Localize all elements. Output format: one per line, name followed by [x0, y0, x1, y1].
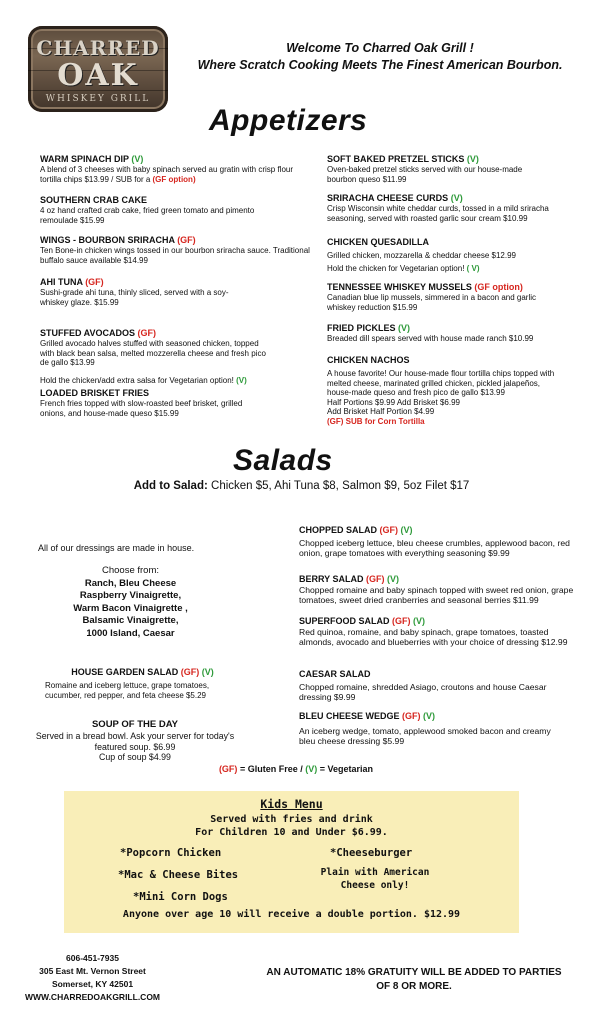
gluten-free-tag: (GF option) [474, 282, 523, 292]
gluten-free-tag: (GF) [177, 235, 196, 245]
dressing-list [38, 565, 223, 640]
kids-item: *Mac & Cheese Bites [118, 869, 239, 881]
kids-subtitle [64, 813, 519, 839]
kids-sub1: Served with fries and drink [210, 814, 373, 825]
item-name: BERRY SALAD [299, 574, 364, 584]
logo [28, 26, 168, 112]
add-to-salad [0, 480, 603, 492]
item-desc: An iceberg wedge, tomato, applewood smoked bacon and creamy bleu cheese dressing $5.99 [299, 726, 551, 747]
item-name: FRIED PICKLES [327, 323, 396, 333]
item-desc: French fries topped with slow-roasted beef brisket, grilled onions, and house-made queso $15.99 [40, 399, 243, 418]
vegetarian-tag: (V) [466, 154, 479, 164]
item-extra: (GF) SUB for Corn Tortilla [327, 416, 425, 426]
gratuity-line1: AN AUTOMATIC 18% GRATUITY WILL BE ADDED TO PARTIES [266, 967, 562, 978]
item-name: WINGS - BOURBON SRIRACHA [40, 235, 175, 245]
item-name: TENNESSEE WHISKEY MUSSELS [327, 282, 472, 292]
add-label: Add to Salad: [133, 480, 208, 492]
menu-item [299, 524, 589, 558]
item-desc: Sushi-grade ahi tuna, thinly sliced, served with a soy-whiskey glaze. $15.99 [40, 288, 229, 307]
menu-item [40, 195, 260, 225]
item-name: STUFFED AVOCADOS [40, 328, 136, 338]
menu-item [327, 323, 557, 344]
vegetarian-tag: (V) [398, 323, 411, 333]
contact-info [20, 952, 165, 1004]
item-desc: A blend of 3 cheeses with baby spinach served au gratin with crisp flour tortilla chips $13.99 / SUB for a [40, 165, 294, 184]
dressing-item: Warm Bacon Vinaigrette , [73, 602, 188, 614]
item-desc: Grilled avocado halves stuffed with seasoned chicken, topped with black bean salsa, melted mozzerella cheese and fresh pico de gallo $13.99 [40, 339, 266, 367]
menu-item [327, 282, 557, 312]
appetizers-title: Appetizers [209, 104, 368, 137]
item-name: SOUTHERN CRAB CAKE [40, 195, 148, 205]
menu-item [299, 710, 559, 746]
add-items: Chicken $5, Ahi Tuna $8, Salmon $9, 5oz Filet $17 [211, 480, 470, 492]
choose-title: Choose from: [101, 565, 160, 576]
legend-gf-text: = Gluten Free / [239, 764, 303, 774]
address2: Somerset, KY 42501 [51, 979, 134, 989]
address1: 305 East Mt. Vernon Street [39, 966, 146, 976]
item-name: AHI TUNA [40, 277, 83, 287]
item-name: CHICKEN QUESADILLA [327, 237, 430, 247]
item-desc: Canadian blue lip mussels, simmered in a bacon and garlic whiskey reduction $15.99 [327, 293, 536, 312]
item-name: LOADED BRISKET FRIES [40, 388, 150, 398]
welcome-line1: Welcome To Charred Oak Grill ! [286, 41, 474, 55]
item-extra: Half Portions $9.99 Add Brisket $6.99 [327, 397, 460, 407]
item-note: Hold the chicken/add extra salsa for Vegetarian option! [40, 375, 234, 385]
menu-item [299, 668, 559, 702]
menu-item [40, 328, 270, 385]
vegetarian-tag: (V) [400, 525, 413, 535]
kids-title [64, 797, 519, 811]
dressing-item: Raspberry Vinaigrette, [79, 590, 182, 601]
item-name: SRIRACHA CHEESE CURDS [327, 193, 449, 203]
gluten-free-tag: (GF) [402, 711, 421, 721]
item-name: CAESAR SALAD [299, 669, 371, 679]
soup-of-day [30, 718, 240, 763]
item-name: SOUP OF THE DAY [91, 719, 179, 730]
kids-sub2: For Children 10 and Under $6.99. [195, 827, 388, 838]
menu-item [40, 277, 240, 307]
vegetarian-tag: (V) [131, 154, 144, 164]
item-desc: A house favorite! Our house-made flour tortilla chips topped with melted cheese, marinated grilled chicken, pickled jalapeños, house-made queso and fresh pico de gallo $13.99 [327, 369, 555, 397]
item-name: BLEU CHEESE WEDGE [299, 711, 400, 721]
kids-title-text: Kids Menu [260, 797, 323, 811]
website-link[interactable]: WWW.CHARREDOAKGRILL.COM [24, 992, 161, 1002]
item-desc: Ten Bone-in chicken wings tossed in our bourbon sriracha sauce. Traditional buffalo sauce available $14.99 [40, 246, 310, 265]
item-desc: Breaded dill spears served with house made ranch $10.99 [327, 334, 534, 343]
gluten-free-tag: (GF) [137, 328, 157, 338]
dressing-item: Ranch, Bleu Cheese [84, 577, 177, 589]
phone: 606-451-7935 [66, 953, 119, 963]
menu-item [299, 615, 584, 647]
welcome-header [180, 40, 580, 74]
item-note: Hold the chicken for Vegetarian option! [327, 263, 465, 273]
menu-item [299, 573, 591, 605]
menu-item [327, 237, 557, 273]
item-desc: Oven-baked pretzel sticks served with our house-made bourbon queso $11.99 [327, 165, 523, 184]
gratuity-notice [236, 966, 592, 994]
gluten-free-tag: (GF) [85, 277, 104, 287]
item-desc: Romaine and iceberg lettuce, grape tomatoes, cucumber, red pepper, and feta cheese $5.29 [45, 681, 210, 700]
vegetarian-tag: (V) [305, 764, 318, 774]
gluten-free-tag: (GF) [218, 764, 238, 774]
logo-line2: OAK [57, 58, 139, 93]
vegetarian-tag: (V) [201, 667, 214, 677]
kids-item [300, 866, 450, 892]
gratuity-line2: OF 8 OR MORE. [376, 981, 452, 992]
welcome-line2: Where Scratch Cooking Meets The Finest American Bourbon. [197, 58, 563, 72]
gluten-free-tag: (GF) [392, 616, 411, 626]
vegetarian-tag: ( V) [466, 263, 480, 273]
item-name: CHICKEN NACHOS [327, 355, 410, 365]
kids-item: *Mini Corn Dogs [133, 891, 228, 903]
dressing-note: All of our dressings are made in house. [38, 543, 195, 553]
gluten-free-tag: (GF) [379, 525, 399, 535]
menu-item [327, 355, 562, 426]
item-name: SOFT BAKED PRETZEL STICKS [327, 154, 465, 164]
legend-v-text: = Vegetarian [319, 764, 374, 774]
item-cup: Cup of soup $4.99 [99, 752, 171, 762]
vegetarian-tag: (V) [387, 574, 400, 584]
menu-item [40, 154, 302, 184]
dressing-item: 1000 Island, Caesar [86, 627, 175, 639]
item-desc: Red quinoa, romaine, and baby spinach, grape tomatoes, toasted almonds, avocado and blueberries with your choice of dressing $12.99 [299, 627, 568, 648]
item-extra: Add Brisket Half Portion $4.99 [327, 407, 435, 416]
menu-item [45, 667, 240, 700]
kids-item: *Cheeseburger [330, 847, 413, 859]
item-name: WARM SPINACH DIP [40, 154, 129, 164]
item-name: HOUSE GARDEN SALAD [71, 667, 179, 677]
item-name: SUPERFOOD SALAD [299, 616, 390, 626]
item-desc: Served in a bread bowl. Ask your server for today's featured soup. $6.99 [35, 731, 235, 752]
logo-line3: WHISKEY GRILL [45, 94, 151, 104]
item-name: CHOPPED SALAD [299, 525, 378, 535]
gluten-free-tag: (GF option) [152, 174, 196, 184]
kids-note: Anyone over age 10 will receive a double portion. $12.99 [122, 909, 461, 920]
kids-item4b: Cheese only! [340, 880, 410, 891]
menu-item [40, 235, 312, 265]
logo-line1: CHARRED [36, 36, 160, 60]
vegetarian-tag: (V) [236, 375, 247, 385]
gluten-free-tag: (GF) [366, 574, 385, 584]
item-desc: Chopped romaine and baby spinach topped with sweet red onion, grape tomatoes, sweet dried cranberries and seasonal berries $11.99 [299, 585, 574, 606]
dressing-item: Balsamic Vinaigrette, [82, 615, 179, 626]
vegetarian-tag: (V) [413, 616, 426, 626]
legend [0, 764, 592, 774]
kids-item: *Popcorn Chicken [120, 847, 222, 859]
salads-title: Salads [233, 444, 333, 477]
menu-item [327, 193, 552, 223]
menu-item [327, 154, 547, 184]
kids-item4a: Plain with American [320, 867, 430, 878]
item-desc: Chopped iceberg lettuce, bleu cheese crumbles, applewood bacon, red onion, grape tomatoes with everything seasoning $9.99 [299, 538, 570, 559]
vegetarian-tag: (V) [450, 193, 463, 203]
item-desc: Grilled chicken, mozzarella & cheddar cheese $12.99 [327, 251, 516, 260]
menu-item [40, 388, 270, 418]
item-desc: Chopped romaine, shredded Asiago, croutons and house Caesar dressing $9.99 [299, 682, 547, 703]
item-desc: 4 oz hand crafted crab cake, fried green tomato and pimento remoulade $15.99 [40, 206, 255, 225]
vegetarian-tag: (V) [423, 711, 436, 721]
gluten-free-tag: (GF) [180, 667, 200, 677]
item-desc: Crisp Wisconsin white cheddar curds, tossed in a mild sriracha seasoning, served with roasted garlic sour cream $10.99 [327, 204, 549, 223]
